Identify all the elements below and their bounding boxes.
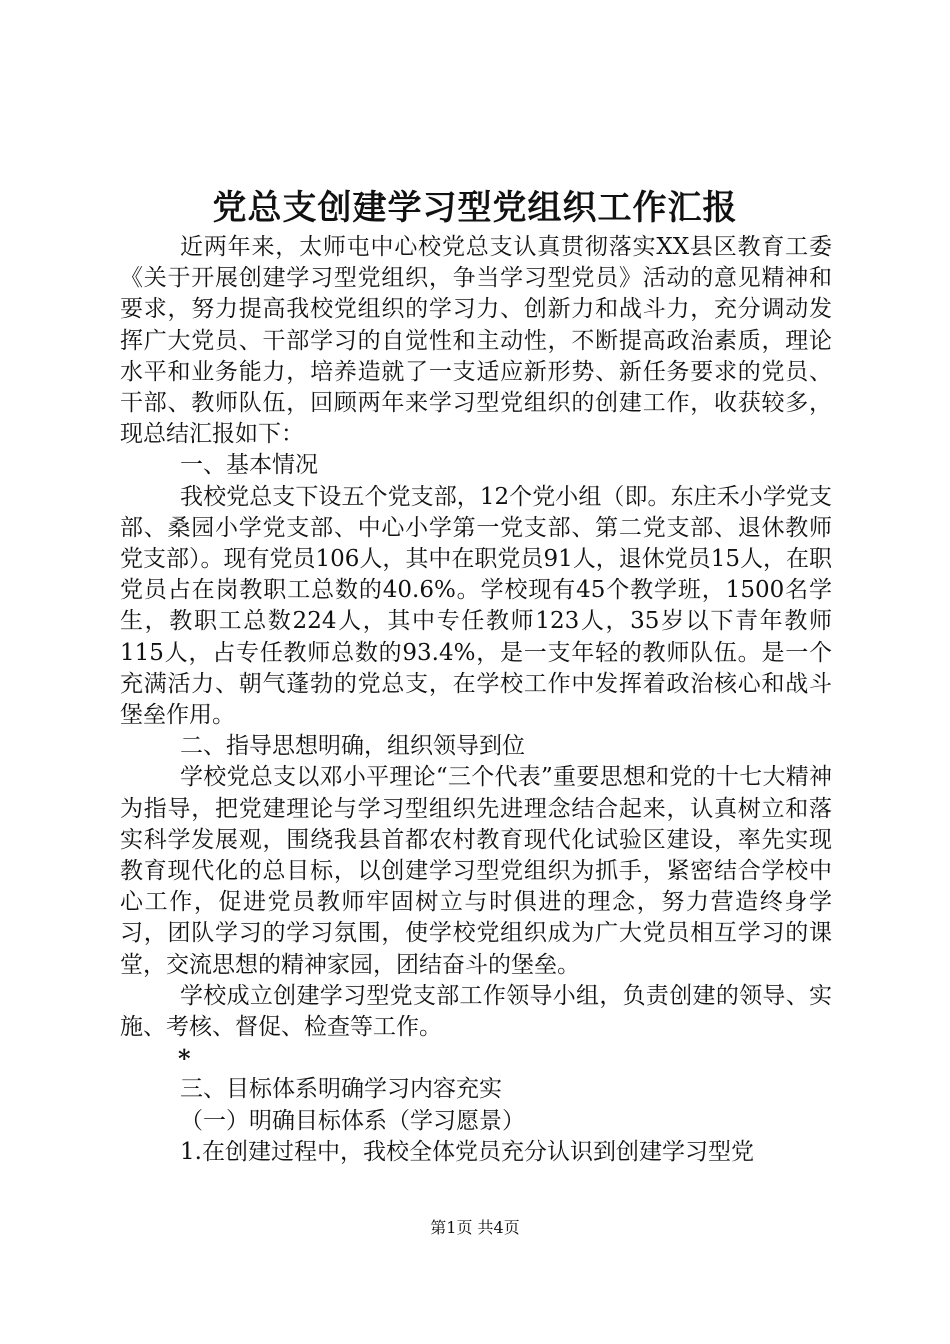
section-heading-basic-info: 一、基本情况 bbox=[180, 452, 318, 479]
subsection-heading-learning-vision: （一）明确目标体系（学习愿景） bbox=[180, 1107, 525, 1134]
document-title: 党总支创建学习型党组织工作汇报 bbox=[212, 188, 738, 228]
paragraph-leadership-group: 学校成立创建学习型党支部工作领导小组，负责创建的领导、实施、考核、督促、检查等工作。 bbox=[120, 982, 832, 1041]
section-heading-goal-system: 三、目标体系明确学习内容充实 bbox=[180, 1076, 502, 1103]
paragraph-guiding-thought: 学校党总支以邓小平理论“三个代表”重要思想和党的十七大精神为指导，把党建理论与学习型组织先进理念结合起来，认真树立和落实科学发展观，围绕我县首都农村教育现代化试验区建设，率先实现教育现代化的总目标，以创建学习型党组织为抓手，紧密结合学校中心工作，促进党员教师牢固树立与时俱进的理念，努力营造终身学习，团队学习的学习氛围，使学校党组织成为广大党员相互学习的课堂，交流思想的精神家园，团结奋斗的堡垒。 bbox=[120, 764, 832, 978]
asterisk-mark: * bbox=[178, 1044, 191, 1074]
section-heading-guiding-thought: 二、指导思想明确，组织领导到位 bbox=[180, 733, 525, 760]
document-body bbox=[120, 232, 832, 1168]
paragraph-basic-info: 我校党总支下设五个党支部，12个党小组（即。东庄禾小学党支部、桑园小学党支部、中心小学第一党支部、第二党支部、退休教师党支部）。现有党员106人，其中在职党员91人，退休党员15人，在职党员占在岗教职工总数的40.6%。学校现有45个教学班，1500名学生，教职工总数224人，其中专任教师123人，35岁以下青年教师115人，占专任教师总数的93.4%，是一支年轻的教师队伍。是一个充满活力、朝气蓬勃的党总支，在学校工作中发挥着政治核心和战斗堡垒作用。 bbox=[120, 483, 832, 729]
paragraph-intro: 近两年来，太师屯中心校党总支认真贯彻落实XX县区教育工委《关于开展创建学习型党组织，争当学习型党员》活动的意见精神和要求，努力提高我校党组织的学习力、创新力和战斗力，充分调动发挥广大党员、干部学习的自觉性和主动性，不断提高政治素质，理论水平和业务能力，培养造就了一支适应新形势、新任务要求的党员、干部、教师队伍，回顾两年来学习型党组织的创建工作，收获较多，现总结汇报如下： bbox=[120, 234, 832, 448]
page-number-footer: 第1页 共4页 bbox=[430, 1218, 520, 1237]
paragraph-item-1: 1.在创建过程中，我校全体党员充分认识到创建学习型党 bbox=[180, 1138, 754, 1165]
